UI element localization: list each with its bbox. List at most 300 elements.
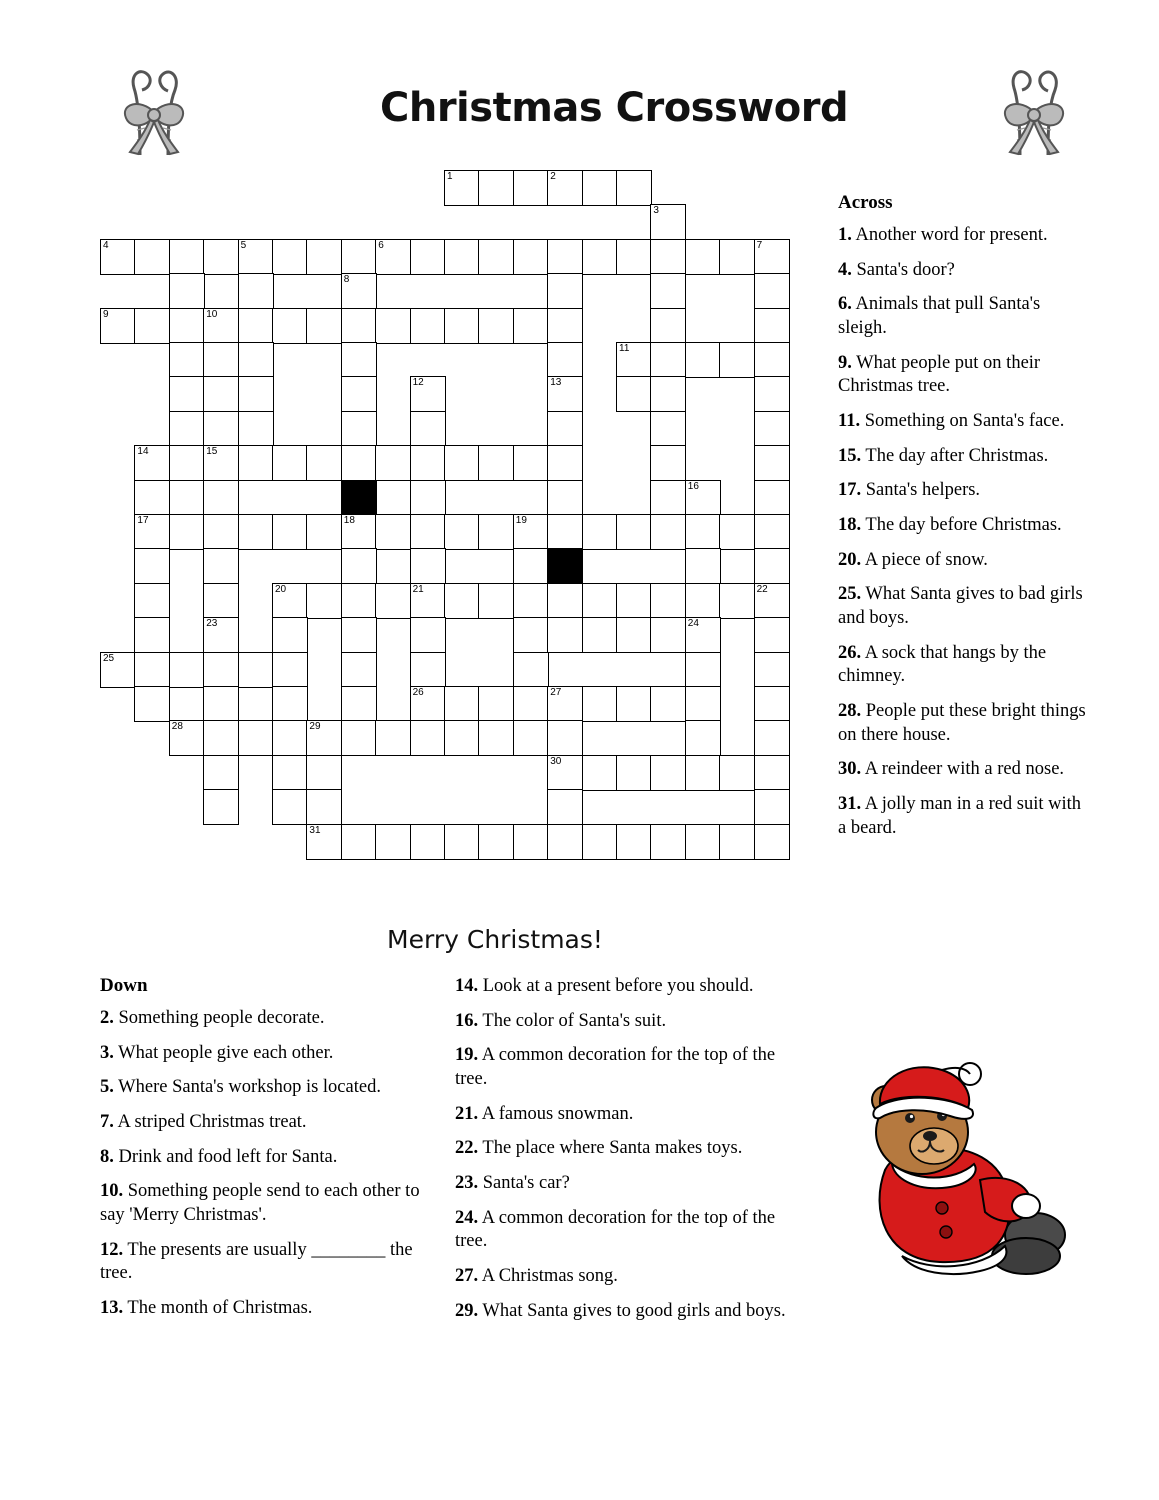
grid-cell[interactable] <box>685 652 721 688</box>
grid-cell[interactable] <box>582 239 618 275</box>
grid-cell[interactable] <box>410 480 446 516</box>
grid-cell-number: 18 <box>343 515 355 526</box>
grid-cell[interactable] <box>650 376 686 412</box>
grid-cell[interactable] <box>410 617 446 653</box>
grid-cell[interactable] <box>616 686 652 722</box>
grid-cell[interactable] <box>547 170 583 206</box>
grid-cell[interactable] <box>547 445 583 481</box>
grid-cell[interactable] <box>719 824 755 860</box>
crossword-grid[interactable] <box>100 170 820 930</box>
grid-cell[interactable] <box>134 480 170 516</box>
grid-cell[interactable] <box>375 239 411 275</box>
clue-number: 3. <box>100 1042 114 1063</box>
grid-cell[interactable] <box>616 170 652 206</box>
grid-cell[interactable] <box>616 755 652 791</box>
grid-cell[interactable] <box>513 617 549 653</box>
grid-cell[interactable] <box>306 239 342 275</box>
grid-cell[interactable] <box>341 342 377 378</box>
clue-text: A reindeer with a red nose. <box>861 759 1065 780</box>
grid-cell[interactable] <box>410 686 446 722</box>
grid-cell[interactable] <box>650 824 686 860</box>
grid-cell-number: 12 <box>412 377 424 389</box>
grid-cell[interactable] <box>375 720 411 756</box>
grid-cell[interactable] <box>375 824 411 860</box>
grid-cell[interactable] <box>134 239 170 275</box>
grid-cell[interactable] <box>203 548 239 584</box>
grid-cell[interactable] <box>754 720 790 756</box>
grid-cell[interactable] <box>169 514 205 550</box>
grid-cell[interactable] <box>685 720 721 756</box>
clue-text: The day after Christmas. <box>861 445 1049 466</box>
grid-cell[interactable] <box>134 652 170 688</box>
grid-cell[interactable] <box>238 273 274 309</box>
grid-cell[interactable] <box>754 239 790 275</box>
grid-cell[interactable] <box>134 514 170 550</box>
grid-cell[interactable] <box>582 755 618 791</box>
grid-cell[interactable] <box>341 652 377 688</box>
down-clue-item <box>455 1207 805 1254</box>
across-clue-item <box>838 549 1086 573</box>
across-clue-item <box>838 352 1086 399</box>
grid-cell[interactable] <box>272 652 308 688</box>
grid-cell[interactable] <box>513 720 549 756</box>
grid-cell[interactable] <box>754 755 790 791</box>
grid-cell[interactable] <box>203 239 239 275</box>
grid-cell[interactable] <box>238 411 274 447</box>
grid-cell[interactable] <box>238 308 274 344</box>
grid-cell[interactable] <box>513 824 549 860</box>
down-heading: Down <box>100 975 148 996</box>
grid-cell[interactable] <box>203 617 239 653</box>
footer-greeting: Merry Christmas! <box>387 925 603 954</box>
grid-cell[interactable] <box>719 583 755 619</box>
grid-cell[interactable] <box>203 720 239 756</box>
grid-cell[interactable] <box>616 239 652 275</box>
down-clue-item <box>100 1042 440 1066</box>
grid-cell[interactable] <box>169 720 205 756</box>
grid-cell-number: 24 <box>687 618 699 630</box>
grid-cell[interactable] <box>272 514 308 550</box>
grid-cell[interactable] <box>169 239 205 275</box>
grid-cell[interactable] <box>203 411 239 447</box>
grid-cell[interactable] <box>341 514 377 550</box>
grid-cell[interactable] <box>444 514 480 550</box>
across-clue-item <box>838 445 1086 469</box>
grid-cell[interactable] <box>272 617 308 653</box>
clue-text: Where Santa's workshop is located. <box>113 1077 381 1098</box>
grid-cell[interactable] <box>616 342 652 378</box>
grid-cell[interactable] <box>719 514 755 550</box>
clue-text: What people give each other. <box>113 1042 334 1063</box>
grid-cell[interactable] <box>650 204 686 240</box>
grid-cell[interactable] <box>650 239 686 275</box>
grid-cell[interactable] <box>547 789 583 825</box>
grid-cell[interactable] <box>444 720 480 756</box>
grid-cell[interactable] <box>272 583 308 619</box>
grid-cell[interactable] <box>547 376 583 412</box>
grid-cell-number: 31 <box>309 824 321 836</box>
grid-cell[interactable] <box>306 789 342 825</box>
grid-cell[interactable] <box>444 686 480 722</box>
grid-cell[interactable] <box>410 548 446 584</box>
grid-cell[interactable] <box>582 514 618 550</box>
down-clue-list-column-1 <box>100 975 440 1332</box>
grid-cell[interactable] <box>203 686 239 722</box>
grid-cell[interactable] <box>444 170 480 206</box>
grid-cell[interactable] <box>513 239 549 275</box>
grid-cell[interactable] <box>478 824 514 860</box>
grid-cell[interactable] <box>478 686 514 722</box>
across-clue-item <box>838 224 1086 248</box>
grid-cell[interactable] <box>685 548 721 584</box>
clue-number: 28. <box>838 701 862 722</box>
clue-number: 19. <box>455 1045 479 1066</box>
grid-cell[interactable] <box>547 755 583 791</box>
clue-number: 26. <box>838 642 862 663</box>
grid-cell[interactable] <box>616 617 652 653</box>
grid-cell[interactable] <box>547 411 583 447</box>
grid-cell[interactable] <box>169 308 205 344</box>
grid-cell[interactable] <box>203 480 239 516</box>
grid-cell[interactable] <box>134 583 170 619</box>
grid-cell[interactable] <box>547 342 583 378</box>
grid-cell[interactable] <box>754 824 790 860</box>
grid-cell[interactable] <box>375 445 411 481</box>
clue-number: 10. <box>100 1181 124 1202</box>
grid-cell[interactable] <box>513 308 549 344</box>
clue-number: 7. <box>100 1112 114 1133</box>
grid-cell[interactable] <box>513 583 549 619</box>
grid-cell[interactable] <box>203 514 239 550</box>
clue-number: 6. <box>838 294 852 315</box>
grid-cell[interactable] <box>410 308 446 344</box>
grid-cell[interactable] <box>169 376 205 412</box>
grid-cell[interactable] <box>203 583 239 619</box>
grid-cell[interactable] <box>134 548 170 584</box>
grid-cell[interactable] <box>754 789 790 825</box>
grid-cell[interactable] <box>650 273 686 309</box>
grid-cell[interactable] <box>754 445 790 481</box>
grid-cell-number: 26 <box>412 687 424 698</box>
grid-cell[interactable] <box>238 376 274 412</box>
grid-cell[interactable] <box>685 480 721 516</box>
down-clue-item <box>455 1103 805 1127</box>
grid-cell[interactable] <box>650 686 686 722</box>
grid-cell[interactable] <box>306 445 342 481</box>
grid-cell-number: 7 <box>756 239 763 251</box>
grid-cell-number: 2 <box>550 171 556 182</box>
grid-cell[interactable] <box>754 308 790 344</box>
grid-cell[interactable] <box>272 308 308 344</box>
candy-cane-bow-decoration-right <box>980 60 1090 160</box>
grid-cell[interactable] <box>169 411 205 447</box>
grid-cell[interactable] <box>547 824 583 860</box>
grid-cell[interactable] <box>513 652 549 688</box>
clue-number: 23. <box>455 1173 479 1194</box>
grid-cell[interactable] <box>203 376 239 412</box>
down-clue-item <box>455 975 805 999</box>
clue-text: The presents are usually ________ the tree. <box>100 1239 413 1284</box>
grid-cell[interactable] <box>547 720 583 756</box>
grid-cell[interactable] <box>754 583 790 619</box>
grid-cell[interactable] <box>478 445 514 481</box>
clue-text: Look at a present before you should. <box>478 976 754 996</box>
grid-cell[interactable] <box>650 583 686 619</box>
grid-cell[interactable] <box>478 170 514 206</box>
grid-cell[interactable] <box>203 755 239 791</box>
grid-cell[interactable] <box>169 273 205 309</box>
grid-cell[interactable] <box>100 652 136 688</box>
grid-cell[interactable] <box>513 514 549 550</box>
teddy-bear-santa-illustration <box>830 1060 1080 1290</box>
grid-cell[interactable] <box>410 445 446 481</box>
across-clue-item <box>838 514 1086 538</box>
clue-text: A famous snowman. <box>478 1103 634 1124</box>
grid-cell[interactable] <box>650 308 686 344</box>
grid-cell[interactable] <box>410 824 446 860</box>
grid-cell[interactable] <box>582 583 618 619</box>
grid-cell[interactable] <box>444 583 480 619</box>
grid-cell[interactable] <box>478 239 514 275</box>
grid-cell[interactable] <box>754 686 790 722</box>
grid-cell[interactable] <box>410 720 446 756</box>
grid-cell[interactable] <box>754 652 790 688</box>
across-clue-item <box>838 642 1086 689</box>
grid-cell[interactable] <box>341 445 377 481</box>
grid-cell[interactable] <box>616 514 652 550</box>
grid-cell-number: 5 <box>240 239 247 251</box>
clue-number: 8. <box>100 1146 114 1167</box>
grid-cell[interactable] <box>719 342 755 378</box>
grid-cell[interactable] <box>410 583 446 619</box>
clue-number: 13. <box>100 1298 124 1319</box>
grid-cell[interactable] <box>547 480 583 516</box>
grid-cell[interactable] <box>272 686 308 722</box>
clue-text: A common decoration for the top of the tree. <box>455 1207 776 1252</box>
grid-cell[interactable] <box>341 308 377 344</box>
grid-cell[interactable] <box>582 686 618 722</box>
grid-cell[interactable] <box>582 170 618 206</box>
grid-cell[interactable] <box>650 514 686 550</box>
grid-cell[interactable] <box>650 342 686 378</box>
grid-cell[interactable] <box>754 548 790 584</box>
grid-cell[interactable] <box>547 308 583 344</box>
down-clue-item <box>100 1076 440 1100</box>
down-clue-item <box>455 1044 805 1091</box>
grid-cell[interactable] <box>685 824 721 860</box>
clue-number: 22. <box>455 1138 479 1159</box>
grid-cell-number: 1 <box>447 171 453 182</box>
grid-cell[interactable] <box>203 789 239 825</box>
grid-cell[interactable] <box>410 239 446 275</box>
grid-cell[interactable] <box>169 652 205 688</box>
grid-cell-number: 27 <box>550 687 562 698</box>
grid-cell[interactable] <box>272 239 308 275</box>
clue-number: 31. <box>838 794 862 815</box>
grid-cell[interactable] <box>341 411 377 447</box>
grid-cell[interactable] <box>341 617 377 653</box>
grid-cell[interactable] <box>616 583 652 619</box>
grid-cell[interactable] <box>685 514 721 550</box>
grid-cell[interactable] <box>341 720 377 756</box>
grid-cell[interactable] <box>547 583 583 619</box>
grid-cell[interactable] <box>444 445 480 481</box>
grid-cell[interactable] <box>306 720 342 756</box>
grid-cell[interactable] <box>306 755 342 791</box>
grid-cell[interactable] <box>134 686 170 722</box>
grid-cell[interactable] <box>238 720 274 756</box>
grid-cell[interactable] <box>410 514 446 550</box>
grid-cell[interactable] <box>513 170 549 206</box>
clue-number: 20. <box>838 549 862 570</box>
grid-cell[interactable] <box>272 755 308 791</box>
across-clue-item <box>838 793 1086 840</box>
grid-cell[interactable] <box>306 514 342 550</box>
grid-cell[interactable] <box>616 376 652 412</box>
grid-cell-number: 21 <box>412 583 424 595</box>
grid-cell[interactable] <box>650 445 686 481</box>
grid-cell[interactable] <box>754 480 790 516</box>
down-clue-item <box>100 1007 440 1031</box>
grid-cell[interactable] <box>134 445 170 481</box>
grid-cell[interactable] <box>272 789 308 825</box>
grid-cell[interactable] <box>169 445 205 481</box>
across-clue-item <box>838 700 1086 747</box>
grid-cell[interactable] <box>203 445 239 481</box>
across-clue-item <box>838 583 1086 630</box>
grid-cell[interactable] <box>650 617 686 653</box>
grid-cell[interactable] <box>685 239 721 275</box>
grid-cell[interactable] <box>203 652 239 688</box>
grid-cell[interactable] <box>203 342 239 378</box>
grid-cell[interactable] <box>238 445 274 481</box>
clue-text: A piece of snow. <box>861 549 988 570</box>
grid-cell[interactable] <box>547 239 583 275</box>
grid-cell[interactable] <box>306 308 342 344</box>
grid-cell[interactable] <box>134 617 170 653</box>
grid-cell[interactable] <box>547 514 583 550</box>
across-clue-item <box>838 410 1086 434</box>
grid-cell[interactable] <box>685 342 721 378</box>
grid-cell[interactable] <box>272 720 308 756</box>
grid-cell[interactable] <box>754 617 790 653</box>
grid-cell[interactable] <box>754 411 790 447</box>
grid-cell[interactable] <box>306 583 342 619</box>
grid-cell[interactable] <box>719 755 755 791</box>
grid-cell[interactable] <box>410 376 446 412</box>
grid-cell[interactable] <box>547 273 583 309</box>
down-clue-item <box>100 1180 440 1227</box>
clue-text: Another word for present. <box>851 225 1048 245</box>
grid-cell[interactable] <box>410 652 446 688</box>
grid-cell[interactable] <box>306 824 342 860</box>
grid-cell[interactable] <box>650 411 686 447</box>
grid-cell[interactable] <box>719 239 755 275</box>
grid-cell-number: 16 <box>687 480 699 492</box>
grid-cell[interactable] <box>203 308 239 344</box>
clue-text: Something people send to each other to say 'Merry Christmas'. <box>100 1181 420 1226</box>
grid-cell-number: 13 <box>550 377 562 389</box>
grid-cell[interactable] <box>650 480 686 516</box>
grid-cell-number: 28 <box>171 721 183 733</box>
grid-cell[interactable] <box>341 273 377 309</box>
grid-cell[interactable] <box>582 617 618 653</box>
grid-cell[interactable] <box>685 617 721 653</box>
down-clue-item <box>455 1137 805 1161</box>
grid-cell[interactable] <box>444 824 480 860</box>
candy-cane-bow-decoration-left <box>100 60 210 160</box>
grid-cell[interactable] <box>238 652 274 688</box>
grid-cell[interactable] <box>444 308 480 344</box>
grid-cell[interactable] <box>513 548 549 584</box>
grid-cell[interactable] <box>169 342 205 378</box>
clue-number: 25. <box>838 584 862 605</box>
grid-cell[interactable] <box>272 445 308 481</box>
grid-cell[interactable] <box>341 824 377 860</box>
grid-cell[interactable] <box>685 686 721 722</box>
grid-cell-number: 3 <box>653 205 659 217</box>
grid-cell[interactable] <box>582 824 618 860</box>
clue-number: 21. <box>455 1103 479 1124</box>
grid-cell-blocked <box>341 480 377 516</box>
grid-cell[interactable] <box>341 583 377 619</box>
clue-text: Santa's car? <box>478 1173 570 1194</box>
clue-number: 17. <box>838 480 862 501</box>
grid-cell[interactable] <box>100 308 136 344</box>
clue-number: 4. <box>838 259 852 280</box>
grid-cell[interactable] <box>754 273 790 309</box>
grid-cell[interactable] <box>238 239 274 275</box>
clue-text: What Santa gives to good girls and boys. <box>478 1300 786 1321</box>
clue-text: The day before Christmas. <box>861 515 1062 536</box>
grid-cell[interactable] <box>547 686 583 722</box>
grid-cell[interactable] <box>238 342 274 378</box>
clue-text: Santa's helpers. <box>861 480 981 501</box>
grid-cell[interactable] <box>513 686 549 722</box>
grid-cell-number: 11 <box>619 343 630 354</box>
grid-cell[interactable] <box>341 548 377 584</box>
clue-text: Something on Santa's face. <box>860 411 1065 432</box>
grid-cell[interactable] <box>444 239 480 275</box>
grid-cell[interactable] <box>754 514 790 550</box>
grid-cell[interactable] <box>650 755 686 791</box>
grid-cell[interactable] <box>478 514 514 550</box>
clue-text: What Santa gives to bad girls and boys. <box>838 584 1083 629</box>
grid-cell[interactable] <box>100 239 136 275</box>
grid-cell[interactable] <box>685 583 721 619</box>
grid-cell[interactable] <box>238 514 274 550</box>
grid-cell[interactable] <box>754 376 790 412</box>
grid-cell[interactable] <box>341 376 377 412</box>
grid-cell-number: 23 <box>206 618 218 630</box>
grid-cell[interactable] <box>375 514 411 550</box>
clue-number: 1. <box>838 225 852 245</box>
grid-cell[interactable] <box>478 308 514 344</box>
grid-cell[interactable] <box>513 445 549 481</box>
grid-cell[interactable] <box>375 583 411 619</box>
grid-cell[interactable] <box>685 755 721 791</box>
grid-cell[interactable] <box>616 824 652 860</box>
grid-cell[interactable] <box>547 617 583 653</box>
grid-cell[interactable] <box>341 239 377 275</box>
grid-cell[interactable] <box>410 411 446 447</box>
grid-cell[interactable] <box>754 342 790 378</box>
grid-cell[interactable] <box>134 308 170 344</box>
grid-cell[interactable] <box>375 308 411 344</box>
grid-cell[interactable] <box>478 583 514 619</box>
grid-cell[interactable] <box>341 686 377 722</box>
grid-cell[interactable] <box>478 720 514 756</box>
